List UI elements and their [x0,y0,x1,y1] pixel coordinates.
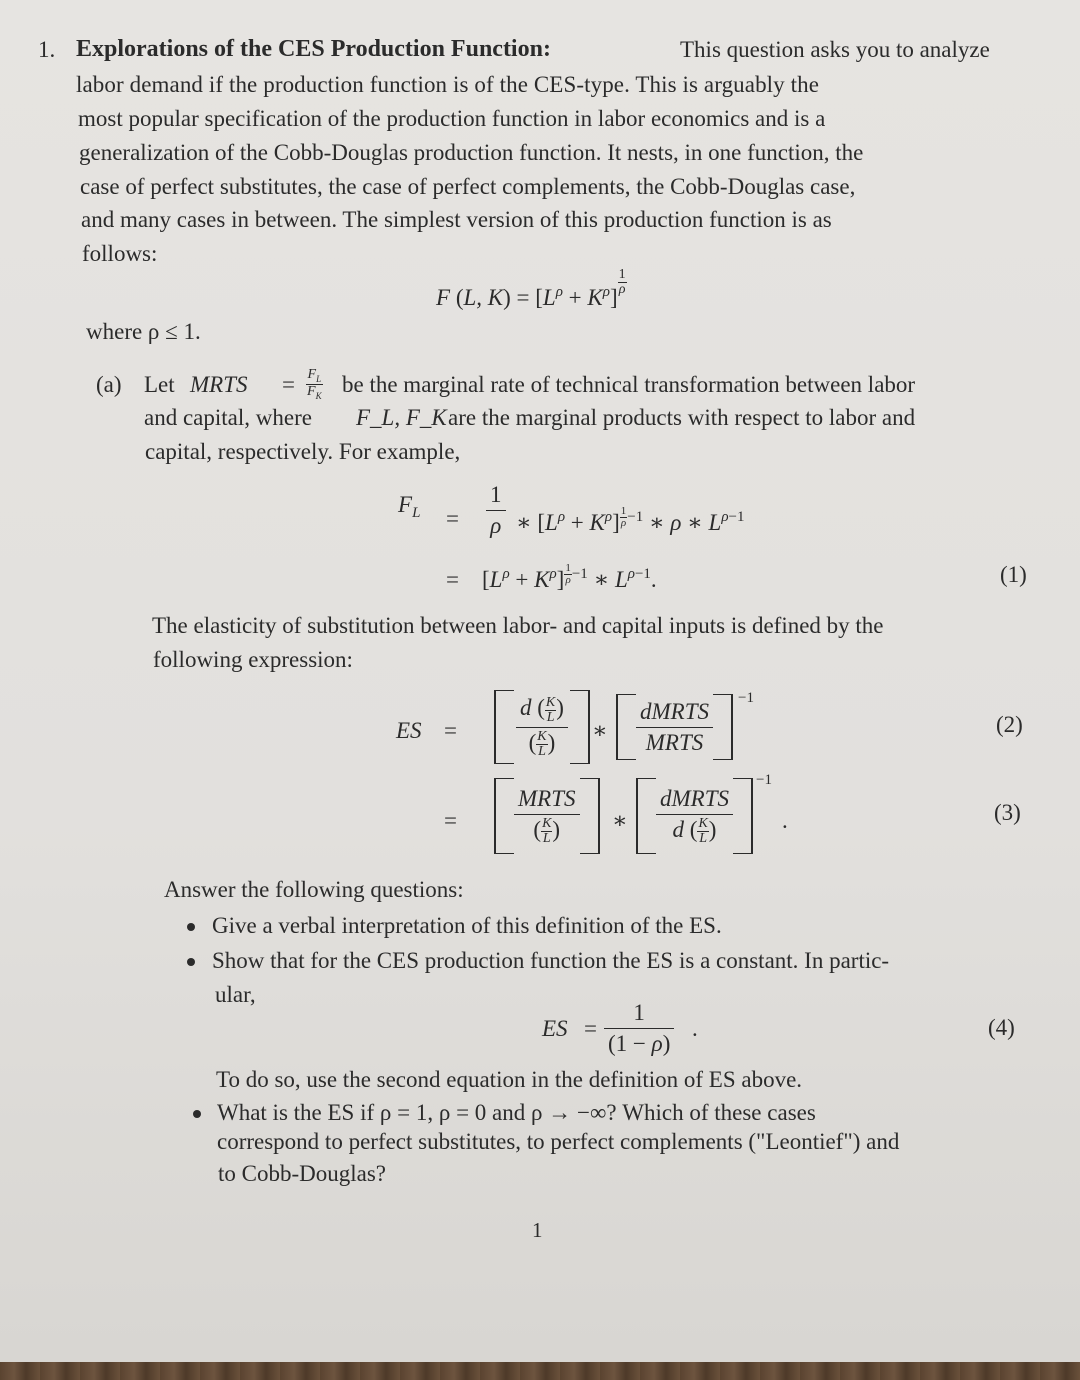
answer-heading: Answer the following questions: [164,877,464,902]
body-line-5: and many cases in between. The simplest version of this production function is as [81,207,832,232]
bullet-2-line-1: ular, [215,982,256,1007]
question-number: 1. [38,37,56,62]
body-line-0: This question asks you to analyze [680,37,990,62]
page-number: 1 [532,1218,543,1242]
bullet-1: Give a verbal interpretation of this definition of the ES. [212,913,722,938]
body-line-4: case of perfect substitutes, the case of perfect complements, the Cobb-Douglas case, [80,174,856,199]
question-title: Explorations of the CES Production Function: [76,36,551,62]
part-a-line-0: be the marginal rate of technical transformation between labor [342,372,916,397]
eq1-line2: = $[L^\rho + K^\rho]$ $^{\frac{1}{\rho} -1}$ ∗ $L^{\rho-1}$. [446,562,657,592]
body-line-2: most popular specification of the production function in labor economics and is a [78,106,826,131]
to-do-so: To do so, use the second equation in the definition of ES above. [216,1067,803,1092]
equation-number-4: (4) [988,1015,1015,1040]
bullet-3-line-1: correspond to perfect substitutes, to perfect complements ("Leontief") and [217,1129,900,1154]
bullet-3-line-0: What is the ES if ρ = 1, ρ = 0 and ρ → −∞? Which of these cases [217,1100,816,1125]
fl-over-fk: $F_L$ $F_K$ [307,367,322,401]
bullet-icon [193,1110,201,1118]
equation-number-2: (2) [996,712,1023,737]
part-a-fl-fk: F_L, F_K [356,405,447,430]
bullet-2-line-0: Show that for the CES production function the ES is a constant. In partic- [212,948,890,973]
part-a-equals: = [282,372,295,397]
body-line-3: generalization of the Cobb-Douglas production function. It nests, in one function, the [79,140,864,165]
body-line-6: follows: [82,241,158,266]
where-condition: where ρ ≤ 1. [86,319,201,344]
part-a-line-2: are the marginal products with respect to labor and [448,405,916,430]
elasticity-line-1: following expression: [153,647,353,672]
bullet-3-line-2: to Cobb-Douglas? [218,1161,387,1186]
equation-number-1: (1) [1000,562,1027,587]
bullet-icon [187,958,195,966]
bullet-icon [187,923,195,931]
ces-production-function: F (L, $K) = [L^\rho + K^\rho]$ $\frac{1}{\rho}$ [436,267,626,310]
part-a-line-3: capital, respectively. For example, [145,439,461,464]
part-a-label: (a) [96,372,122,397]
body-line-1: labor demand if the production function is of the CES-type. This is arguably the [76,72,820,97]
part-a-let: Let [144,372,175,397]
document-page: 1. Explorations of the CES Production Function: This question asks you to analyze labor demand if the production function is of the CES-type. This is arguably the most popular specification of the production function in labor economics and is a generalization of the Cobb-Douglas production function. It nests, in one function, the case of perfect substitutes, the case of perfect complements, the Cobb-Douglas case, and many cases in between. The simplest version of this production function is as follows: F (L, $K) = [L^\rho + K^\rho]$ $\frac{1}{\rho}$ where ρ ≤ 1. (a) Let MRTS = $F_L$ $F_K$ be the marginal rate of technical transformation between labor and capital, where F_L, F_K are the marginal products with respect to labor and capital, respectively. For example, $F_L$ = $\frac{1}{\rho}$ ∗ $[L^\rho + K^\rho]$ $^{\frac{1}{\rho} -1}$ ∗ ρ ∗ $L^{\rho-1}$ = $[L^\rho + K^\rho]$ $^{\frac{1}{\rho} -1}$ ∗ $L^{\rho-1}$. (1) The elasticity of substitution between labor- and capital inputs is defined by the following expression: ES = d ( $\frac{K}{L}$ ) ( $\frac{K}{L}$ ) ∗ $\frac{\text{dMRTS}}{\text{MRTS}}$ −1 (2) = MRTS ( $\frac{K}{L}$ ) ∗ dMRTS d ( $\frac{K}{L}$ ) −1 . (3) Answer the following questions: Give a verbal interpretation of this definition of the ES. Show that for the CES production function the ES is a constant. In partic- ular, ES = $\frac{1}{(1 - \rho)}$ . (4) To do so, use the second equation in the definition of ES above. What is the ES if ρ = 1, ρ = 0 and ρ → −∞? Which of these cases correspond to perfect substitutes, to perfect complements ("Leontief") and to Cobb-Douglas? 1 [0,0,1080,1362]
elasticity-line-0: The elasticity of substitution between labor- and capital inputs is defined by the [152,613,884,638]
part-a-mrts: MRTS [190,372,248,397]
part-a-line-1: and capital, where [144,405,312,430]
desk-surface [0,1362,1080,1380]
equation-number-3: (3) [994,800,1021,825]
eq1-line1: $F_L$ = $\frac{1}{\rho}$ ∗ $[L^\rho + K^\rho]$ $^{\frac{1}{\rho} -1}$ ∗ ρ ∗ $L^{\rho-1}$ [398,482,745,538]
